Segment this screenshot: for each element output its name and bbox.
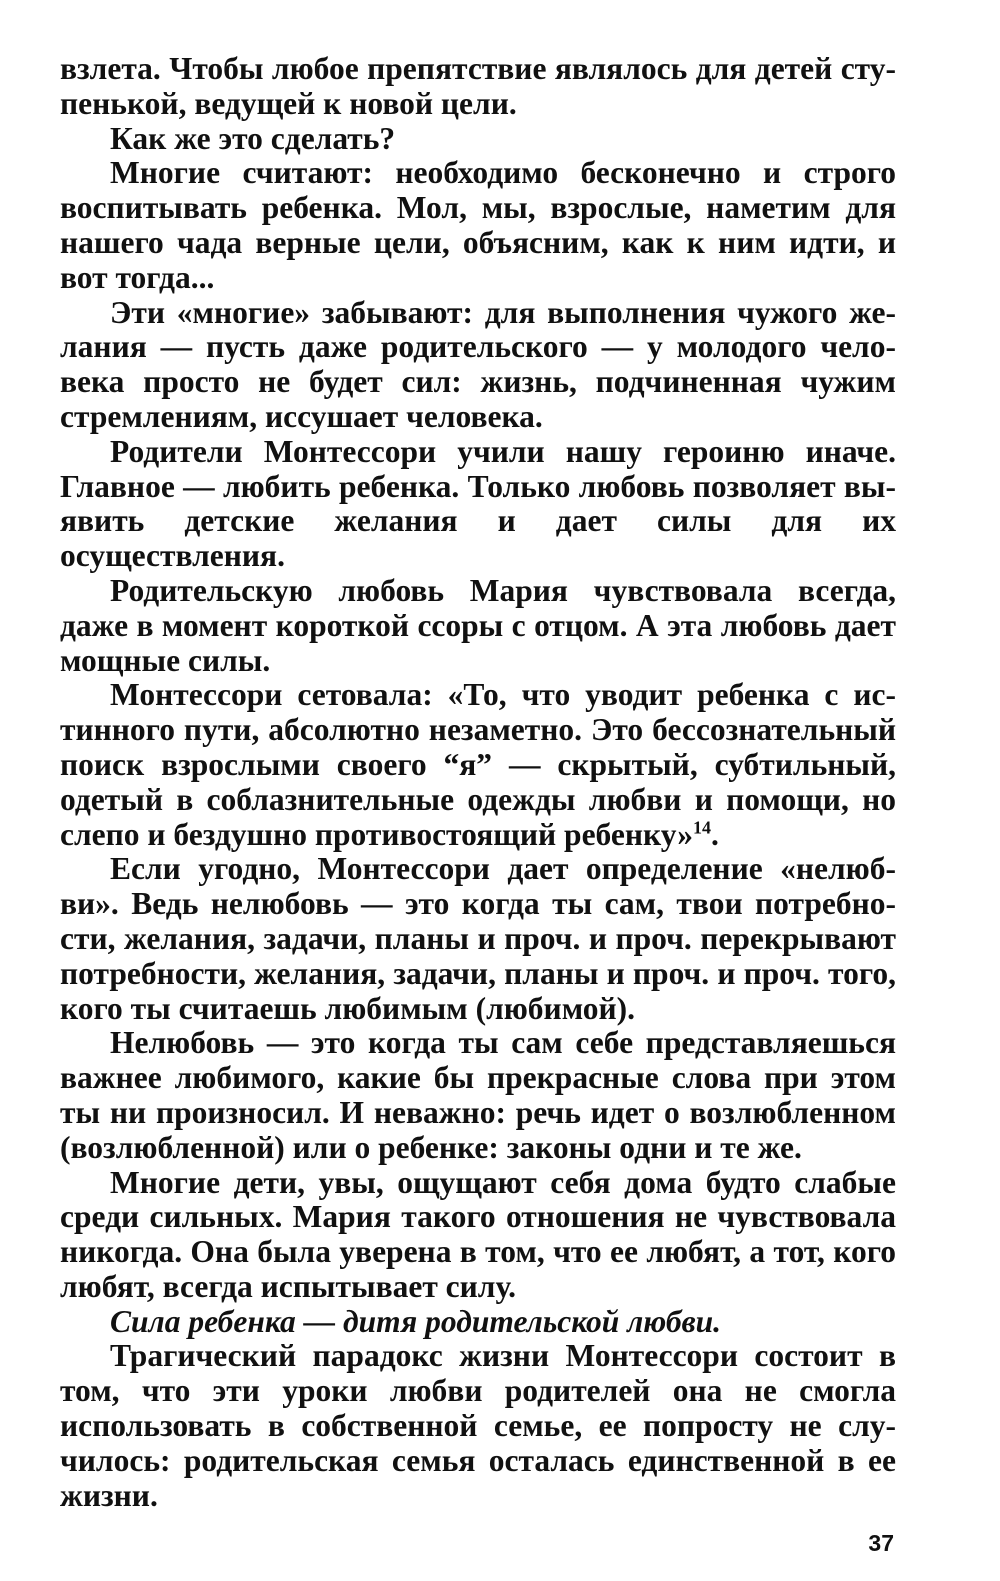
- paragraph: Родители Монтессори учили нашу героиню иначе. Главное — любить ребенка. Только любовь позволяет выявить детские желания и дает силы для их осуществления.: [60, 433, 896, 574]
- paragraph: Многие дети, увы, ощущают себя дома будто слабые среди сильных. Мария такого отношения не чувствовала никогда. Она была уверена в том, что ее любят, а тот, кого любят, всегда испытывает силу.: [60, 1164, 896, 1304]
- paragraph: Многие считают: необходимо бесконечно и строго воспитывать ребенка. Мол, мы, взрослые, наметим для нашего чада верные цели, объясним, как к ним идти, и вот тогда...: [60, 155, 896, 295]
- page-number: 37: [868, 1530, 894, 1556]
- paragraph: Трагический парадокс жизни Монтессори состоит в том, что эти уроки любви родителей она не смогла использовать в собственной семье, ее попросту не случилось: родительская семья осталась единственной в ее жизни.: [60, 1338, 896, 1513]
- italic-paragraph: Сила ребенка — дитя родительской любви.: [110, 1303, 722, 1339]
- paragraph: Если угодно, Монтессори дает определение «нелюбви». Ведь нелюбовь — это когда ты сам, твои потребности, желания, задачи, планы и проч. и проч. перекрывают потребности, желания, задачи, планы и проч. и проч. того, кого ты считаешь любимым (любимой).: [60, 851, 896, 1026]
- paragraph: Нелюбовь — это когда ты сам себе представляешься важнее любимого, какие бы прекрасные слова при этом ты ни произносил. И неважно: речь идет о возлюбленном (возлюбленной) или о ребенке: законы одни и те же.: [60, 1025, 896, 1165]
- paragraph-with-footnote: [60, 678, 896, 852]
- paragraph: Родительскую любовь Мария чувствовала всегда, даже в момент короткой ссоры с отцом. А эта любовь дает мощные силы.: [60, 572, 896, 678]
- paragraph-end: .: [711, 816, 719, 852]
- paragraph: взлета. Чтобы любое препятствие являлось для детей ступенькой, ведущей к новой цели.: [60, 51, 896, 121]
- paragraph: Как же это сделать?: [110, 120, 396, 156]
- paragraph: Эти «многие» забывают: для выполнения чужого желания — пусть даже родительского — у молодого человека просто не будет сил: жизнь, подчиненная чужим стремлениям, иссушает человека.: [60, 294, 896, 434]
- footnote-reference: 14: [693, 817, 712, 838]
- paragraph-text: Монтессори сетовала: «То, что уводит ребенка с истинного пути, абсолютно незаметно. Это бессознательный поиск взрослыми своего “я” — скрытый, субтильный, одетый в соблазнительные одежды любви и помощи, но слепо и бездушно противостоящий ребенку»: [60, 677, 896, 852]
- page-text: [60, 52, 896, 1513]
